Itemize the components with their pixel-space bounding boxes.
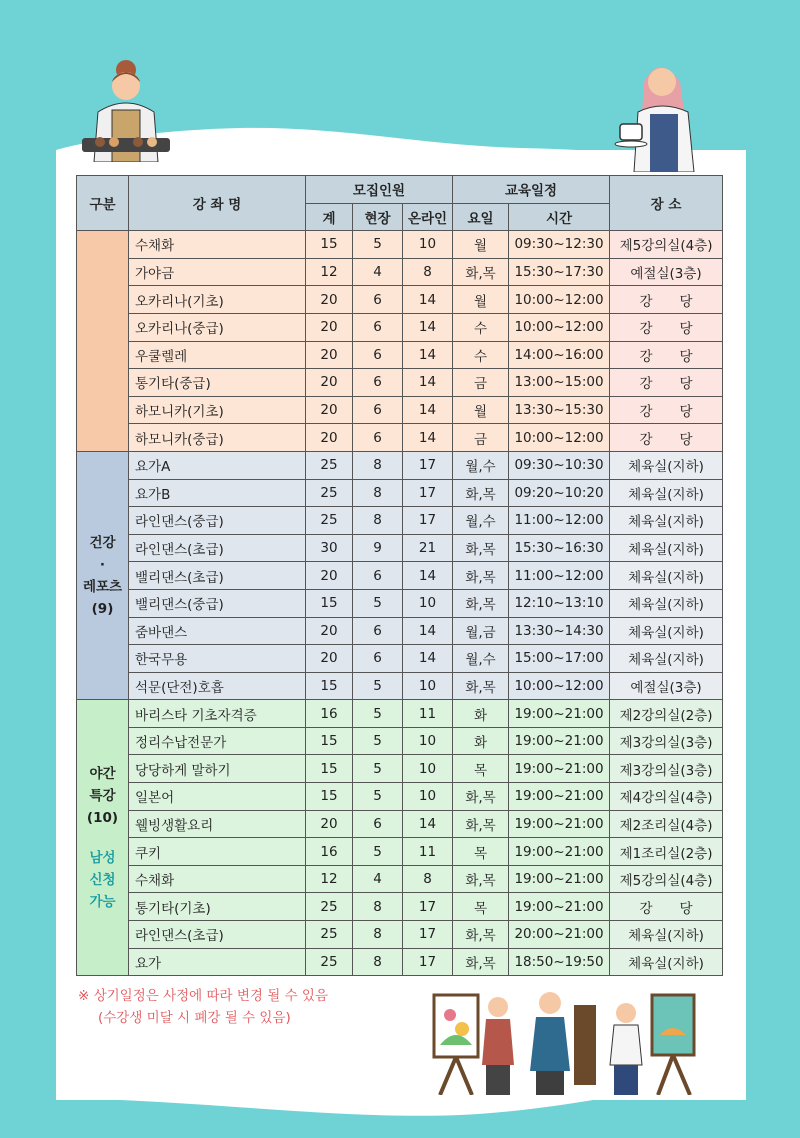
table-row	[77, 369, 723, 397]
header-location: 장 소	[610, 176, 723, 231]
schedule-day-cell: 목	[453, 755, 509, 783]
course-name-cell: 요가A	[129, 451, 306, 479]
location-cell: 체육실(지하)	[610, 534, 723, 562]
course-name-cell: 라인댄스(초급)	[129, 921, 306, 949]
recruit-total-cell: 20	[306, 810, 353, 838]
recruit-onsite-cell: 5	[353, 672, 403, 700]
table-row	[77, 672, 723, 700]
schedule-day-cell: 화,목	[453, 534, 509, 562]
male-eligible-note: 신청	[89, 871, 116, 888]
recruit-total-cell: 20	[306, 645, 353, 673]
recruit-onsite-cell: 5	[353, 700, 403, 728]
table-row	[77, 893, 723, 921]
schedule-day-cell: 목	[453, 838, 509, 866]
schedule-day-cell: 화,목	[453, 783, 509, 811]
schedule-time-cell: 11:00~12:00	[509, 507, 610, 535]
table-row	[77, 783, 723, 811]
schedule-day-cell: 화,목	[453, 810, 509, 838]
location-cell: 체육실(지하)	[610, 589, 723, 617]
table-row	[77, 755, 723, 783]
recruit-online-cell: 17	[403, 507, 453, 535]
schedule-day-cell: 금	[453, 369, 509, 397]
course-name-cell: 통기타(중급)	[129, 369, 306, 397]
recruit-online-cell: 14	[403, 810, 453, 838]
recruit-onsite-cell: 6	[353, 396, 403, 424]
recruit-total-cell: 15	[306, 727, 353, 755]
recruit-online-cell: 8	[403, 865, 453, 893]
location-cell: 제1조리실(2층)	[610, 838, 723, 866]
table-row	[77, 617, 723, 645]
location-cell: 체육실(지하)	[610, 921, 723, 949]
course-name-cell: 바리스타 기초자격증	[129, 700, 306, 728]
recruit-online-cell: 17	[403, 451, 453, 479]
recruit-total-cell: 15	[306, 589, 353, 617]
schedule-time-cell: 18:50~19:50	[509, 948, 610, 976]
location-cell: 강 당	[610, 313, 723, 341]
table-row	[77, 231, 723, 259]
recruit-online-cell: 14	[403, 645, 453, 673]
recruit-online-cell: 17	[403, 893, 453, 921]
location-cell: 강 당	[610, 341, 723, 369]
schedule-day-cell: 화,목	[453, 589, 509, 617]
recruit-onsite-cell: 6	[353, 810, 403, 838]
location-cell: 제3강의실(3층)	[610, 755, 723, 783]
schedule-time-cell: 13:30~14:30	[509, 617, 610, 645]
course-name-cell: 라인댄스(중급)	[129, 507, 306, 535]
table-row	[77, 396, 723, 424]
course-name-cell: 밸리댄스(초급)	[129, 562, 306, 590]
recruit-onsite-cell: 6	[353, 313, 403, 341]
table-body	[77, 231, 723, 976]
location-cell: 강 당	[610, 424, 723, 452]
recruit-online-cell: 14	[403, 369, 453, 397]
recruit-total-cell: 12	[306, 258, 353, 286]
course-name-cell: 가야금	[129, 258, 306, 286]
recruit-total-cell: 25	[306, 893, 353, 921]
schedule-time-cell: 12:10~13:10	[509, 589, 610, 617]
schedule-day-cell: 화	[453, 700, 509, 728]
schedule-time-cell: 13:00~15:00	[509, 369, 610, 397]
table-row	[77, 286, 723, 314]
course-name-cell: 요가	[129, 948, 306, 976]
schedule-day-cell: 월	[453, 231, 509, 259]
recruit-online-cell: 17	[403, 921, 453, 949]
table-row	[77, 313, 723, 341]
schedule-day-cell: 목	[453, 893, 509, 921]
table-row	[77, 589, 723, 617]
location-cell: 제3강의실(3층)	[610, 727, 723, 755]
recruit-online-cell: 14	[403, 562, 453, 590]
table-row	[77, 700, 723, 728]
recruit-total-cell: 25	[306, 921, 353, 949]
schedule-time-cell: 13:30~15:30	[509, 396, 610, 424]
schedule-day-cell: 화,목	[453, 672, 509, 700]
location-cell: 강 당	[610, 369, 723, 397]
table-row	[77, 451, 723, 479]
recruit-onsite-cell: 8	[353, 921, 403, 949]
schedule-day-cell: 월	[453, 396, 509, 424]
course-name-cell: 당당하게 말하기	[129, 755, 306, 783]
schedule-day-cell: 화,목	[453, 948, 509, 976]
painters-illustration	[420, 985, 710, 1095]
location-cell: 강 당	[610, 396, 723, 424]
recruit-total-cell: 20	[306, 369, 353, 397]
recruit-online-cell: 14	[403, 286, 453, 314]
table-row	[77, 810, 723, 838]
recruit-onsite-cell: 4	[353, 865, 403, 893]
recruit-total-cell: 25	[306, 479, 353, 507]
schedule-day-cell: 월,수	[453, 645, 509, 673]
recruit-onsite-cell: 6	[353, 645, 403, 673]
recruit-online-cell: 14	[403, 396, 453, 424]
recruit-online-cell: 11	[403, 700, 453, 728]
schedule-time-cell: 19:00~21:00	[509, 810, 610, 838]
course-name-cell: 쿠키	[129, 838, 306, 866]
table-row	[77, 865, 723, 893]
recruit-onsite-cell: 8	[353, 507, 403, 535]
schedule-day-cell: 수	[453, 341, 509, 369]
recruit-online-cell: 10	[403, 589, 453, 617]
category-cell	[77, 231, 129, 452]
header-schedule-day: 요일	[453, 203, 509, 231]
category-cell	[77, 700, 129, 976]
course-name-cell: 요가B	[129, 479, 306, 507]
recruit-onsite-cell: 6	[353, 617, 403, 645]
table-header-row	[77, 176, 723, 204]
schedule-time-cell: 19:00~21:00	[509, 893, 610, 921]
location-cell: 제5강의실(4층)	[610, 231, 723, 259]
schedule-time-cell: 14:00~16:00	[509, 341, 610, 369]
location-cell: 예절실(3층)	[610, 258, 723, 286]
recruit-online-cell: 10	[403, 231, 453, 259]
recruit-total-cell: 30	[306, 534, 353, 562]
location-cell: 체육실(지하)	[610, 479, 723, 507]
schedule-time-cell: 19:00~21:00	[509, 755, 610, 783]
schedule-time-cell: 09:30~12:30	[509, 231, 610, 259]
recruit-onsite-cell: 5	[353, 783, 403, 811]
recruit-total-cell: 16	[306, 838, 353, 866]
recruit-total-cell: 16	[306, 700, 353, 728]
course-name-cell: 우쿨렐레	[129, 341, 306, 369]
schedule-day-cell: 수	[453, 313, 509, 341]
location-cell: 제5강의실(4층)	[610, 865, 723, 893]
category-label: 레포츠	[82, 578, 123, 595]
table-row	[77, 341, 723, 369]
recruit-online-cell: 10	[403, 783, 453, 811]
course-name-cell: 수채화	[129, 231, 306, 259]
schedule-day-cell: 화,목	[453, 865, 509, 893]
note-line-1: ※ 상기일정은 사정에 따라 변경 될 수 있음	[78, 988, 329, 1004]
schedule-time-cell: 20:00~21:00	[509, 921, 610, 949]
location-cell: 예절실(3층)	[610, 672, 723, 700]
course-name-cell: 하모니카(기초)	[129, 396, 306, 424]
header-course-name: 강 좌 명	[129, 176, 306, 231]
schedule-time-cell: 09:30~10:30	[509, 451, 610, 479]
recruit-onsite-cell: 8	[353, 451, 403, 479]
course-name-cell: 웰빙생활요리	[129, 810, 306, 838]
recruit-onsite-cell: 8	[353, 479, 403, 507]
location-cell: 체육실(지하)	[610, 562, 723, 590]
schedule-time-cell: 10:00~12:00	[509, 286, 610, 314]
header-recruit: 모집인원	[306, 176, 453, 204]
recruit-online-cell: 14	[403, 341, 453, 369]
male-eligible-note: 가능	[89, 893, 116, 910]
schedule-day-cell: 화,목	[453, 562, 509, 590]
header-schedule: 교육일정	[453, 176, 610, 204]
recruit-total-cell: 25	[306, 507, 353, 535]
recruit-total-cell: 15	[306, 783, 353, 811]
schedule-time-cell: 19:00~21:00	[509, 865, 610, 893]
recruit-online-cell: 11	[403, 838, 453, 866]
category-label: (10)	[86, 809, 119, 826]
course-name-cell: 오카리나(기초)	[129, 286, 306, 314]
table-row	[77, 507, 723, 535]
recruit-total-cell: 20	[306, 341, 353, 369]
recruit-onsite-cell: 6	[353, 369, 403, 397]
recruit-online-cell: 17	[403, 948, 453, 976]
schedule-day-cell: 월,금	[453, 617, 509, 645]
schedule-time-cell: 19:00~21:00	[509, 727, 610, 755]
table-row	[77, 424, 723, 452]
recruit-onsite-cell: 6	[353, 341, 403, 369]
schedule-time-cell: 15:30~16:30	[509, 534, 610, 562]
location-cell: 제2강의실(2층)	[610, 700, 723, 728]
course-name-cell: 하모니카(중급)	[129, 424, 306, 452]
recruit-total-cell: 12	[306, 865, 353, 893]
schedule-day-cell: 월,수	[453, 507, 509, 535]
course-name-cell: 밸리댄스(중급)	[129, 589, 306, 617]
table-row	[77, 838, 723, 866]
note-line-2: (수강생 미달 시 폐강 될 수 있음)	[98, 1010, 291, 1026]
location-cell: 강 당	[610, 286, 723, 314]
schedule-day-cell: 화,목	[453, 479, 509, 507]
recruit-online-cell: 14	[403, 424, 453, 452]
location-cell: 제2조리실(4층)	[610, 810, 723, 838]
schedule-time-cell: 19:00~21:00	[509, 838, 610, 866]
schedule-time-cell: 11:00~12:00	[509, 562, 610, 590]
recruit-total-cell: 20	[306, 286, 353, 314]
recruit-total-cell: 15	[306, 231, 353, 259]
schedule-day-cell: 화,목	[453, 258, 509, 286]
table-row	[77, 645, 723, 673]
location-cell: 체육실(지하)	[610, 451, 723, 479]
schedule-time-cell: 19:00~21:00	[509, 700, 610, 728]
recruit-onsite-cell: 4	[353, 258, 403, 286]
recruit-online-cell: 10	[403, 755, 453, 783]
schedule-day-cell: 화	[453, 727, 509, 755]
course-name-cell: 라인댄스(초급)	[129, 534, 306, 562]
schedule-day-cell: 금	[453, 424, 509, 452]
location-cell: 체육실(지하)	[610, 617, 723, 645]
table-row	[77, 258, 723, 286]
course-name-cell: 줌바댄스	[129, 617, 306, 645]
recruit-total-cell: 25	[306, 451, 353, 479]
location-cell: 강 당	[610, 893, 723, 921]
location-cell: 제4강의실(4층)	[610, 783, 723, 811]
course-name-cell: 석문(단전)호흡	[129, 672, 306, 700]
recruit-onsite-cell: 8	[353, 948, 403, 976]
course-name-cell: 한국무용	[129, 645, 306, 673]
recruit-online-cell: 14	[403, 313, 453, 341]
category-cell	[77, 451, 129, 699]
course-name-cell: 오카리나(중급)	[129, 313, 306, 341]
schedule-day-cell: 화,목	[453, 921, 509, 949]
recruit-onsite-cell: 5	[353, 727, 403, 755]
schedule-time-cell: 10:00~12:00	[509, 424, 610, 452]
recruit-online-cell: 21	[403, 534, 453, 562]
course-name-cell: 정리수납전문가	[129, 727, 306, 755]
recruit-onsite-cell: 8	[353, 893, 403, 921]
header-recruit-onsite: 현장	[353, 203, 403, 231]
recruit-onsite-cell: 6	[353, 562, 403, 590]
location-cell: 체육실(지하)	[610, 645, 723, 673]
recruit-onsite-cell: 9	[353, 534, 403, 562]
table-row	[77, 479, 723, 507]
recruit-online-cell: 10	[403, 672, 453, 700]
location-cell: 체육실(지하)	[610, 948, 723, 976]
table-row	[77, 534, 723, 562]
recruit-total-cell: 20	[306, 313, 353, 341]
header-recruit-total: 계	[306, 203, 353, 231]
recruit-online-cell: 17	[403, 479, 453, 507]
schedule-day-cell: 월,수	[453, 451, 509, 479]
category-label: 특강	[89, 787, 116, 804]
recruit-online-cell: 10	[403, 727, 453, 755]
recruit-total-cell: 20	[306, 617, 353, 645]
table-row	[77, 948, 723, 976]
coffee-woman-illustration	[614, 52, 704, 172]
location-cell: 체육실(지하)	[610, 507, 723, 535]
category-spacer	[77, 829, 128, 847]
course-name-cell: 수채화	[129, 865, 306, 893]
recruit-onsite-cell: 6	[353, 424, 403, 452]
course-name-cell: 일본어	[129, 783, 306, 811]
table-row	[77, 562, 723, 590]
baker-woman-illustration	[78, 52, 174, 162]
table-row	[77, 727, 723, 755]
recruit-total-cell: 20	[306, 424, 353, 452]
schedule-time-cell: 15:30~17:30	[509, 258, 610, 286]
male-eligible-note: 남성	[89, 849, 116, 866]
recruit-total-cell: 25	[306, 948, 353, 976]
recruit-onsite-cell: 5	[353, 838, 403, 866]
category-label: ·	[99, 556, 106, 573]
recruit-total-cell: 15	[306, 672, 353, 700]
category-label: 야간	[89, 765, 116, 782]
category-label: 건강	[89, 534, 116, 551]
category-label: (9)	[91, 600, 114, 617]
schedule-time-cell: 10:00~12:00	[509, 672, 610, 700]
schedule-time-cell: 09:20~10:20	[509, 479, 610, 507]
header-schedule-time: 시간	[509, 203, 610, 231]
header-category: 구분	[77, 176, 129, 231]
schedule-time-cell: 10:00~12:00	[509, 313, 610, 341]
schedule-time-cell: 19:00~21:00	[509, 783, 610, 811]
schedule-note	[78, 985, 328, 1029]
header-recruit-online: 온라인	[403, 203, 453, 231]
recruit-onsite-cell: 5	[353, 231, 403, 259]
course-name-cell: 통기타(기초)	[129, 893, 306, 921]
recruit-total-cell: 20	[306, 562, 353, 590]
recruit-onsite-cell: 5	[353, 755, 403, 783]
recruit-total-cell: 15	[306, 755, 353, 783]
schedule-time-cell: 15:00~17:00	[509, 645, 610, 673]
recruit-total-cell: 20	[306, 396, 353, 424]
schedule-day-cell: 월	[453, 286, 509, 314]
recruit-online-cell: 8	[403, 258, 453, 286]
schedule-table	[76, 175, 723, 976]
table-row	[77, 921, 723, 949]
recruit-online-cell: 14	[403, 617, 453, 645]
recruit-onsite-cell: 6	[353, 286, 403, 314]
recruit-onsite-cell: 5	[353, 589, 403, 617]
